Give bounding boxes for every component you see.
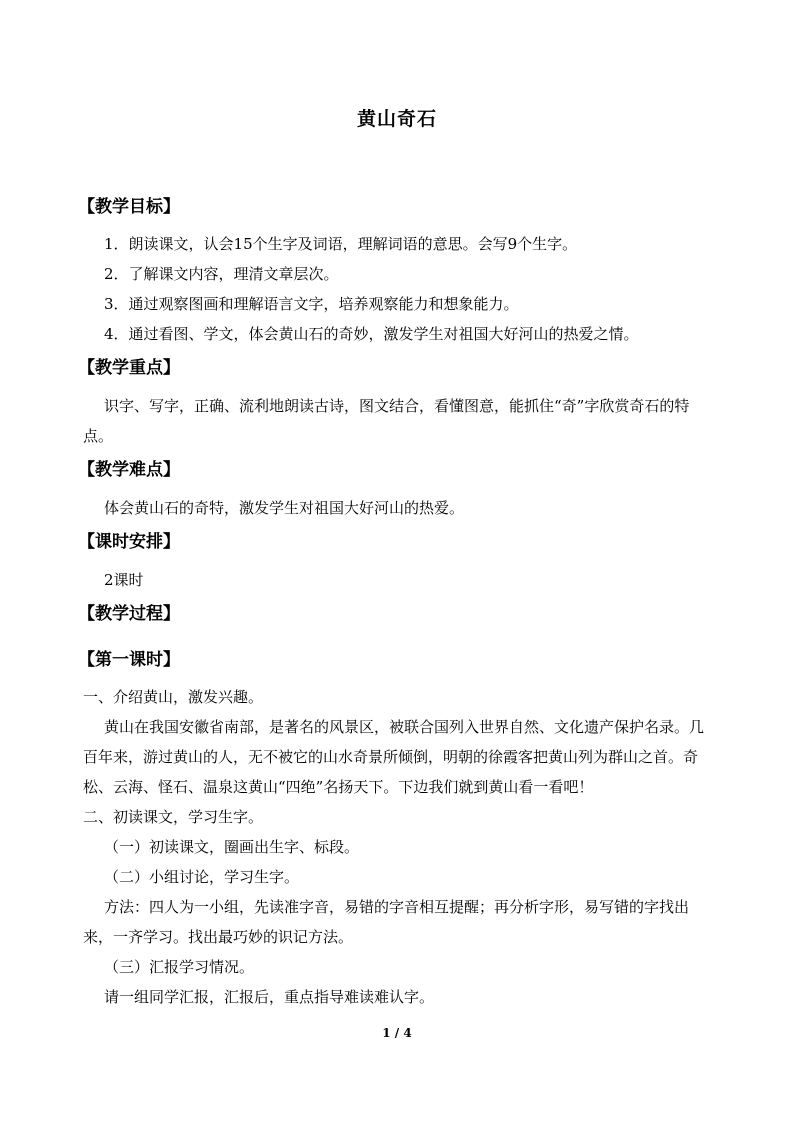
page-title: 黄山奇石 [356, 108, 437, 130]
key-points-text: 识字、写字，正确、流利地朗读古诗，图文结合，看懂图意，能抓住“奇”字欣赏奇石的特点。 [83, 397, 690, 445]
heading-teaching-goals: 【教学目标】 [78, 197, 180, 217]
step-1-heading: 一、介绍黄山，激发兴趣。 [83, 688, 264, 706]
step-2-heading: 二、初读课文，学习生字。 [83, 808, 264, 826]
goal-item-1: 1．朗读课文，认会15个生字及词语，理解词语的意思。会写9个生字。 [104, 235, 578, 253]
method-text: 方法：四人为一小组，先读准字音，易错的字音相互提醒；再分析字形，易写错的字找出来，一齐学习。找出最巧妙的识记方法。 [83, 898, 690, 946]
heading-process: 【教学过程】 [78, 604, 180, 624]
substep-1: （一）初读课文，圈画出生字、标段。 [104, 838, 360, 856]
heading-difficulties: 【教学难点】 [78, 460, 180, 480]
heading-schedule: 【课时安排】 [78, 532, 180, 552]
report-text: 请一组同学汇报，汇报后，重点指导难读难认字。 [104, 988, 435, 1006]
heading-key-points: 【教学重点】 [78, 358, 180, 378]
goal-item-2: 2．了解课文内容，理清文章层次。 [104, 265, 339, 283]
goal-item-3: 3．通过观察图画和理解语言文字，培养观察能力和想象能力。 [104, 295, 519, 313]
difficulties-text: 体会黄山石的奇特，激发学生对祖国大好河山的热爱。 [104, 499, 465, 517]
heading-first-lesson: 【第一课时】 [78, 650, 180, 670]
substep-3: （三）汇报学习情况。 [104, 958, 255, 976]
goal-item-4: 4．通过看图、学文，体会黄山石的奇妙，激发学生对祖国大好河山的热爱之情。 [104, 325, 639, 343]
step-1-text: 黄山在我国安徽省南部，是著名的风景区，被联合国列入世界自然、文化遗产保护名录。几百年来，游过黄山的人，无不被它的山水奇景所倾倒，明朝的徐霞客把黄山列为群山之首。奇松、云海、怪石、温泉这黄山“四绝”名扬天下。下边我们就到黄山看一看吧！ [83, 718, 705, 796]
substep-2: （二）小组讨论，学习生字。 [104, 868, 300, 886]
page-number: 1 / 4 [382, 1026, 412, 1040]
schedule-text: 2课时 [104, 571, 144, 589]
